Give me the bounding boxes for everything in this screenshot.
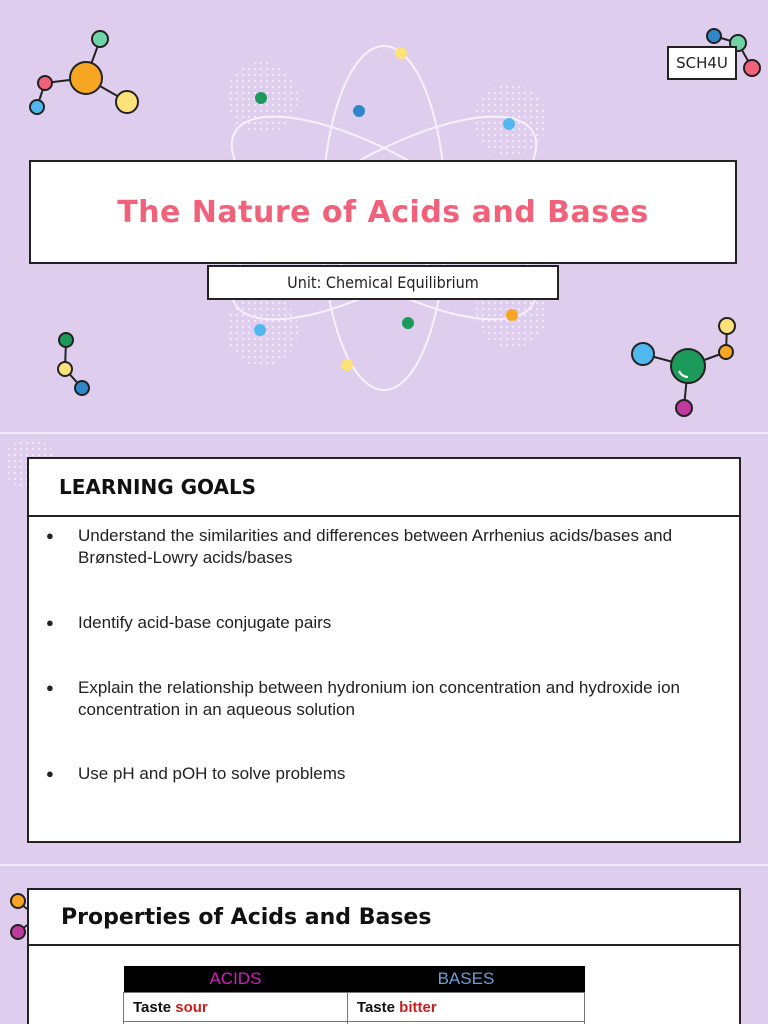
acid-property-label: Taste	[133, 998, 172, 1016]
slide-learning-goals[interactable]	[0, 434, 768, 864]
acids-column-header: ACIDS	[124, 966, 348, 993]
electron-icon	[506, 309, 518, 321]
base-property-cell	[347, 993, 584, 1022]
table-row	[124, 993, 585, 1022]
list-item	[43, 612, 727, 634]
molecule-icon	[30, 31, 138, 114]
list-item	[43, 525, 727, 569]
bases-column-header: BASES	[347, 966, 584, 993]
properties-card	[27, 888, 741, 1024]
learning-goals-card	[27, 457, 741, 843]
electron-icon	[254, 324, 266, 336]
properties-table	[123, 966, 585, 1024]
molecule-icon	[58, 333, 89, 395]
slide-title[interactable]	[0, 0, 768, 432]
goal-text: Identify acid-base conjugate pairs	[78, 613, 332, 632]
properties-heading: Properties of Acids and Bases	[29, 890, 739, 946]
bullet-icon: ●	[46, 680, 54, 695]
goal-text: Use pH and pOH to solve problems	[78, 764, 346, 783]
base-property-label: Taste	[356, 998, 395, 1016]
list-item	[43, 677, 727, 721]
bullet-icon: ●	[46, 615, 54, 630]
goal-text: Explain the relationship between hydronium ion concentration and hydroxide ion concentration in an aqueous solution	[78, 678, 680, 719]
acid-property-cell	[124, 993, 348, 1022]
list-item	[43, 763, 727, 785]
base-property-keyword: bitter	[399, 998, 437, 1016]
slide-title: The Nature of Acids and Bases	[117, 194, 649, 230]
title-box	[29, 160, 737, 264]
learning-goals-heading: LEARNING GOALS	[29, 459, 739, 517]
electron-icon	[341, 359, 353, 371]
table-header-row	[124, 966, 585, 993]
acid-property-keyword: sour	[175, 998, 208, 1016]
electron-icon	[402, 317, 414, 329]
electron-icon	[255, 92, 267, 104]
slide-subtitle: Unit: Chemical Equilibrium	[287, 273, 479, 292]
electron-icon	[503, 118, 515, 130]
bullet-icon: ●	[46, 528, 54, 543]
goal-text: Understand the similarities and differences between Arrhenius acids/bases and Brønsted-Lowry acids/bases	[78, 526, 673, 567]
molecule-icon	[632, 318, 735, 416]
electron-icon	[395, 47, 407, 59]
slide-properties[interactable]	[0, 866, 768, 1024]
bullet-icon: ●	[46, 766, 54, 781]
electron-icon	[353, 105, 365, 117]
course-code-badge: SCH4U	[667, 46, 737, 80]
subtitle-box	[207, 265, 559, 300]
